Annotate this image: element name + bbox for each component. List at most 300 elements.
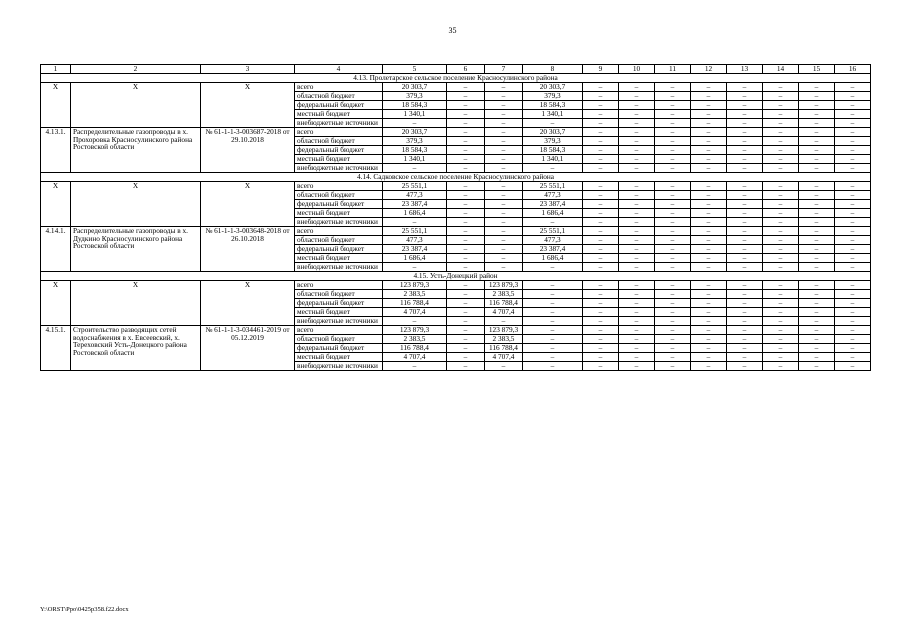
amount-cell: – [383,164,447,173]
amount-cell: – [619,281,655,290]
amount-cell: – [619,317,655,326]
amount-cell: – [583,119,619,128]
amount-cell: – [583,254,619,263]
amount-cell: – [583,245,619,254]
amount-cell: – [655,209,691,218]
expertise-reference: Х [201,83,295,128]
amount-cell: – [523,317,583,326]
funding-source: внебюджетные источники [295,362,383,371]
amount-cell: – [799,92,835,101]
amount-cell: – [763,101,799,110]
amount-cell: – [799,263,835,272]
amount-cell: – [655,344,691,353]
amount-cell: – [619,164,655,173]
amount-cell: – [523,308,583,317]
funding-source: местный бюджет [295,110,383,119]
amount-cell: 25 551,1 [523,227,583,236]
amount-cell: – [523,281,583,290]
funding-source: федеральный бюджет [295,245,383,254]
amount-cell: – [835,83,871,92]
amount-cell: – [799,299,835,308]
amount-cell: – [583,83,619,92]
amount-cell: – [727,326,763,335]
amount-cell: – [619,362,655,371]
amount-cell: 18 584,3 [383,101,447,110]
funding-source: федеральный бюджет [295,200,383,209]
amount-cell: – [583,290,619,299]
table-header-row [41,65,871,74]
amount-cell: – [799,362,835,371]
section-title: 4.13. Пролетарское сельское поселение Красносулинского района [41,74,871,83]
amount-cell: 379,3 [523,92,583,101]
amount-cell: – [583,236,619,245]
amount-cell: – [691,326,727,335]
amount-cell: – [383,119,447,128]
amount-cell: – [619,83,655,92]
amount-cell: – [447,344,485,353]
amount-cell: – [619,335,655,344]
amount-cell: – [583,146,619,155]
funding-source: областной бюджет [295,236,383,245]
amount-cell: – [447,290,485,299]
amount-cell: – [691,236,727,245]
amount-cell: – [523,263,583,272]
amount-cell: – [799,119,835,128]
amount-cell: – [763,263,799,272]
amount-cell: – [619,191,655,200]
column-number-cell: 6 [447,65,485,74]
amount-cell: – [523,344,583,353]
amount-cell: – [799,335,835,344]
amount-cell: – [523,335,583,344]
amount-cell: 18 584,3 [383,146,447,155]
amount-cell: – [799,137,835,146]
funding-source: всего [295,128,383,137]
amount-cell: 477,3 [523,236,583,245]
amount-cell: – [485,218,523,227]
amount-cell: – [583,164,619,173]
amount-cell: – [655,191,691,200]
amount-cell: – [447,263,485,272]
amount-cell: 20 303,7 [523,83,583,92]
amount-cell: – [691,308,727,317]
amount-cell: – [835,335,871,344]
amount-cell: – [763,182,799,191]
amount-cell: 1 686,4 [383,209,447,218]
amount-cell: – [583,227,619,236]
table-row [41,326,871,335]
amount-cell: – [655,200,691,209]
amount-cell: – [691,92,727,101]
column-number-cell: 8 [523,65,583,74]
amount-cell: – [485,101,523,110]
amount-cell: – [485,155,523,164]
amount-cell: – [691,209,727,218]
funding-source: всего [295,83,383,92]
amount-cell: – [835,155,871,164]
amount-cell: – [799,326,835,335]
amount-cell: – [691,200,727,209]
amount-cell: – [619,236,655,245]
amount-cell: – [523,353,583,362]
amount-cell: – [727,92,763,101]
amount-cell: – [835,128,871,137]
amount-cell: – [691,119,727,128]
amount-cell: – [447,119,485,128]
amount-cell: – [727,335,763,344]
amount-cell: – [763,362,799,371]
amount-cell: – [655,110,691,119]
expertise-reference: № 61-1-1-3-034461-2019 от 05.12.2019 [201,326,295,371]
item-number: Х [41,182,71,227]
amount-cell: – [583,263,619,272]
amount-cell: – [799,218,835,227]
amount-cell: 20 303,7 [383,83,447,92]
amount-cell: – [799,254,835,263]
amount-cell: – [619,218,655,227]
amount-cell: – [485,362,523,371]
file-path-footer: Y:\ORST\Ppo\0425p358.f22.docx [40,606,129,613]
amount-cell: – [799,200,835,209]
amount-cell: – [799,110,835,119]
amount-cell: – [447,128,485,137]
amount-cell: 20 303,7 [523,128,583,137]
amount-cell: – [485,164,523,173]
object-name: Распределительные газопроводы в х. Прохоровка Красносулинского района Ростовской области [71,128,201,173]
amount-cell: – [727,110,763,119]
amount-cell: – [763,146,799,155]
amount-cell: – [447,92,485,101]
amount-cell: – [447,164,485,173]
amount-cell: – [835,308,871,317]
amount-cell: – [727,200,763,209]
funding-source: внебюджетные источники [295,263,383,272]
object-name: Х [71,83,201,128]
funding-source: внебюджетные источники [295,218,383,227]
column-number-cell: 12 [691,65,727,74]
table-row [41,128,871,137]
amount-cell: – [485,137,523,146]
amount-cell: – [583,137,619,146]
amount-cell: – [727,254,763,263]
amount-cell: – [835,200,871,209]
amount-cell: – [655,227,691,236]
amount-cell: – [619,128,655,137]
amount-cell: – [655,182,691,191]
amount-cell: – [727,155,763,164]
amount-cell: – [799,245,835,254]
amount-cell: – [485,191,523,200]
amount-cell: – [763,308,799,317]
amount-cell: – [383,317,447,326]
amount-cell: – [799,128,835,137]
amount-cell: – [447,146,485,155]
amount-cell: – [691,281,727,290]
amount-cell: – [727,344,763,353]
amount-cell: 25 551,1 [523,182,583,191]
amount-cell: – [447,155,485,164]
amount-cell: 1 340,1 [523,155,583,164]
object-name: Распределительные газопроводы в х. Дудкино Красносулинского района Ростовской области [71,227,201,272]
amount-cell: – [691,362,727,371]
amount-cell: – [763,317,799,326]
funding-source: федеральный бюджет [295,101,383,110]
amount-cell: – [447,101,485,110]
column-number-cell: 9 [583,65,619,74]
amount-cell: – [691,191,727,200]
amount-cell: – [763,83,799,92]
amount-cell: – [835,263,871,272]
amount-cell: – [835,353,871,362]
amount-cell: – [655,218,691,227]
funding-source: областной бюджет [295,290,383,299]
column-number-cell: 1 [41,65,71,74]
amount-cell: – [835,245,871,254]
amount-cell: – [523,218,583,227]
table-row [41,227,871,236]
amount-cell: – [447,191,485,200]
amount-cell: 4 707,4 [485,353,523,362]
amount-cell: – [619,182,655,191]
object-name: Строительство разводящих сетей водоснабжения в х. Евсеевский, х. Тереховский Усть-Донецкого района Ростовской области [71,326,201,371]
amount-cell: 123 879,3 [383,326,447,335]
amount-cell: – [447,335,485,344]
amount-cell: – [447,362,485,371]
amount-cell: – [763,353,799,362]
amount-cell: – [835,191,871,200]
amount-cell: – [727,353,763,362]
amount-cell: 18 584,3 [523,146,583,155]
amount-cell: – [583,200,619,209]
amount-cell: 4 707,4 [383,308,447,317]
amount-cell: – [655,83,691,92]
amount-cell: – [655,335,691,344]
amount-cell: – [727,263,763,272]
amount-cell: – [447,137,485,146]
amount-cell: – [799,164,835,173]
funding-source: местный бюджет [295,155,383,164]
amount-cell: – [485,119,523,128]
amount-cell: – [799,281,835,290]
column-number-cell: 2 [71,65,201,74]
amount-cell: – [727,308,763,317]
amount-cell: – [485,227,523,236]
amount-cell: – [691,335,727,344]
amount-cell: – [655,263,691,272]
amount-cell: – [447,254,485,263]
amount-cell: – [799,83,835,92]
amount-cell: – [763,290,799,299]
amount-cell: 2 383,5 [383,335,447,344]
amount-cell: – [619,245,655,254]
amount-cell: – [835,101,871,110]
expertise-reference: Х [201,281,295,326]
amount-cell: – [799,101,835,110]
amount-cell: – [835,137,871,146]
amount-cell: – [523,119,583,128]
amount-cell: – [835,299,871,308]
amount-cell: – [655,362,691,371]
amount-cell: – [523,164,583,173]
funding-source: всего [295,281,383,290]
amount-cell: 23 387,4 [523,245,583,254]
amount-cell: – [727,191,763,200]
amount-cell: – [655,164,691,173]
amount-cell: – [655,128,691,137]
amount-cell: – [619,110,655,119]
amount-cell: – [485,209,523,218]
amount-cell: – [485,236,523,245]
amount-cell: – [763,191,799,200]
amount-cell: 123 879,3 [485,281,523,290]
amount-cell: – [763,245,799,254]
amount-cell: – [383,263,447,272]
amount-cell: – [763,254,799,263]
section-title-row [41,74,871,83]
column-number-cell: 11 [655,65,691,74]
amount-cell: – [763,299,799,308]
amount-cell: – [727,119,763,128]
amount-cell: 23 387,4 [383,245,447,254]
funding-source: внебюджетные источники [295,119,383,128]
amount-cell: – [835,92,871,101]
amount-cell: – [619,209,655,218]
amount-cell: – [691,299,727,308]
amount-cell: – [727,218,763,227]
amount-cell: – [727,281,763,290]
amount-cell: – [583,128,619,137]
amount-cell: – [799,227,835,236]
amount-cell: – [619,137,655,146]
amount-cell: – [691,128,727,137]
amount-cell: – [655,245,691,254]
section-title-row [41,272,871,281]
amount-cell: – [691,254,727,263]
amount-cell: – [583,92,619,101]
amount-cell: 123 879,3 [485,326,523,335]
funding-source: областной бюджет [295,92,383,101]
amount-cell: – [655,236,691,245]
amount-cell: – [727,128,763,137]
amount-cell: – [691,155,727,164]
amount-cell: – [619,254,655,263]
amount-cell: – [447,227,485,236]
item-number: 4.14.1. [41,227,71,272]
amount-cell: – [523,290,583,299]
amount-cell: – [835,110,871,119]
object-name: Х [71,281,201,326]
amount-cell: – [485,83,523,92]
amount-cell: – [691,164,727,173]
amount-cell: 379,3 [383,137,447,146]
section-title: 4.15. Усть-Донецкий район [41,272,871,281]
amount-cell: – [655,353,691,362]
amount-cell: – [799,317,835,326]
amount-cell: – [619,344,655,353]
column-number-cell: 5 [383,65,447,74]
amount-cell: – [799,290,835,299]
amount-cell: – [763,335,799,344]
amount-cell: – [485,254,523,263]
amount-cell: – [655,155,691,164]
amount-cell: – [447,299,485,308]
amount-cell: – [655,92,691,101]
amount-cell: – [583,317,619,326]
funding-source: областной бюджет [295,335,383,344]
amount-cell: – [655,299,691,308]
item-number: Х [41,83,71,128]
amount-cell: – [835,317,871,326]
amount-cell: – [447,182,485,191]
funding-source: областной бюджет [295,191,383,200]
funding-source: федеральный бюджет [295,299,383,308]
expertise-reference: № 61-1-1-3-003648-2018 от 26.10.2018 [201,227,295,272]
amount-cell: – [835,236,871,245]
amount-cell: – [619,353,655,362]
item-number: 4.13.1. [41,128,71,173]
amount-cell: – [727,227,763,236]
column-number-cell: 15 [799,65,835,74]
amount-cell: – [655,290,691,299]
amount-cell: – [655,137,691,146]
amount-cell: – [727,290,763,299]
amount-cell: – [835,326,871,335]
item-number: Х [41,281,71,326]
funding-source: всего [295,326,383,335]
funding-source: внебюджетные источники [295,317,383,326]
amount-cell: – [763,110,799,119]
amount-cell: – [383,218,447,227]
amount-cell: 1 686,4 [523,254,583,263]
page-number: 35 [448,26,457,35]
amount-cell: 379,3 [523,137,583,146]
amount-cell: – [727,209,763,218]
amount-cell: – [655,146,691,155]
amount-cell: – [485,263,523,272]
object-name: Х [71,182,201,227]
amount-cell: – [835,362,871,371]
amount-cell: – [763,119,799,128]
amount-cell: – [763,200,799,209]
amount-cell: – [447,200,485,209]
amount-cell: – [619,119,655,128]
amount-cell: 116 788,4 [485,299,523,308]
amount-cell: – [619,146,655,155]
amount-cell: – [655,281,691,290]
amount-cell: – [583,155,619,164]
amount-cell: – [763,92,799,101]
amount-cell: – [763,236,799,245]
amount-cell: – [447,218,485,227]
amount-cell: – [655,119,691,128]
funding-source: внебюджетные источники [295,164,383,173]
amount-cell: – [523,299,583,308]
amount-cell: 116 788,4 [383,344,447,353]
amount-cell: – [835,218,871,227]
amount-cell: – [619,326,655,335]
funding-source: федеральный бюджет [295,146,383,155]
amount-cell: – [655,326,691,335]
amount-cell: 2 383,5 [383,290,447,299]
amount-cell: – [727,146,763,155]
amount-cell: – [619,101,655,110]
amount-cell: – [619,227,655,236]
amount-cell: 25 551,1 [383,182,447,191]
amount-cell: – [799,182,835,191]
amount-cell: – [691,218,727,227]
amount-cell: – [763,128,799,137]
amount-cell: – [763,281,799,290]
